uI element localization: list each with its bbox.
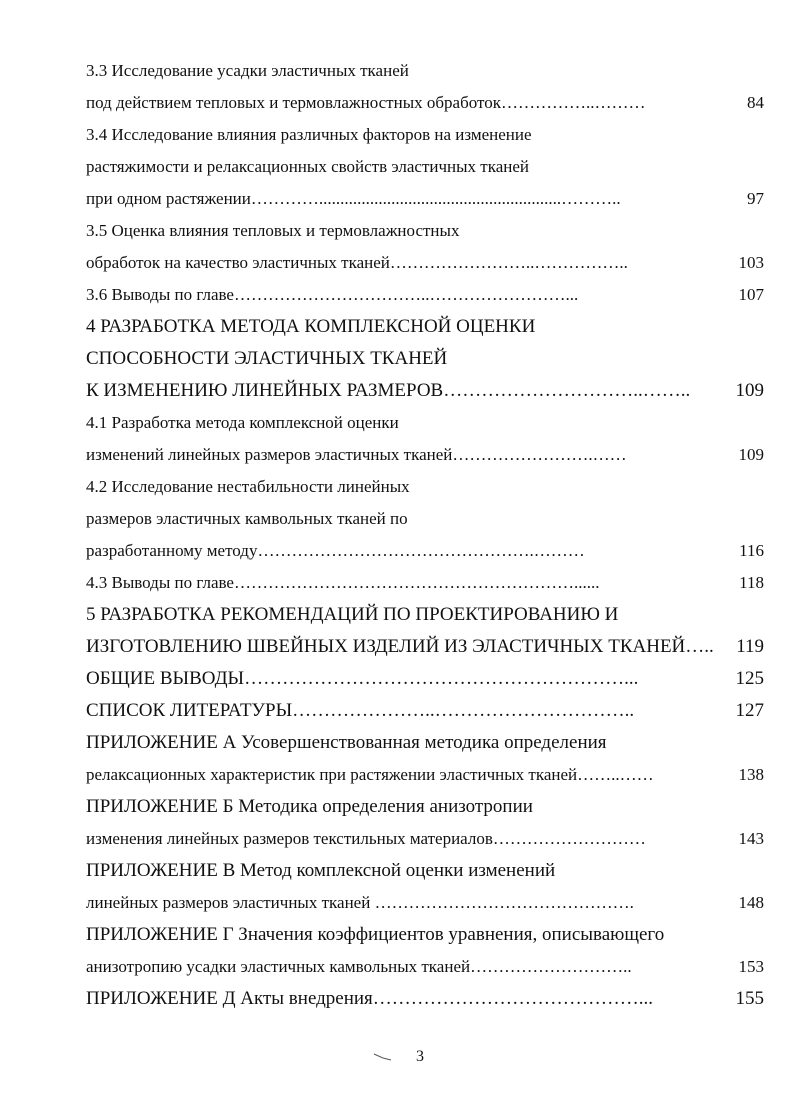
toc-entry-text: ПРИЛОЖЕНИЕ Д Акты внедрения……………………………………... bbox=[86, 988, 654, 1009]
toc-entry-page: 116 bbox=[739, 541, 764, 560]
toc-entry[interactable] bbox=[0, 314, 792, 340]
toc-entry[interactable] bbox=[0, 90, 792, 116]
toc-entry-text: 4.1 Разработка метода комплексной оценки bbox=[86, 413, 399, 432]
toc-entry-text: СПИСОК ЛИТЕРАТУРЫ…………………..………………………….. bbox=[86, 700, 635, 721]
toc-entry[interactable] bbox=[0, 58, 792, 84]
toc-entry-text: изменений линейных размеров эластичных тканей…………………….…… bbox=[86, 445, 627, 464]
toc-entry-page: 103 bbox=[738, 253, 764, 272]
toc-entry[interactable] bbox=[0, 506, 792, 532]
toc-entry-text: 4.2 Исследование нестабильности линейных bbox=[86, 477, 410, 496]
toc-entry-text: анизотропию усадки эластичных камвольных тканей……………………….. bbox=[86, 957, 632, 976]
toc-entry-page: 107 bbox=[738, 285, 764, 304]
toc-entry[interactable] bbox=[0, 698, 792, 724]
toc-entry-page: 84 bbox=[747, 93, 764, 112]
toc-entry[interactable] bbox=[0, 922, 792, 948]
toc-entry-text: ПРИЛОЖЕНИЕ Г Значения коэффициентов уравнения, описывающего bbox=[86, 924, 665, 945]
toc-entry[interactable] bbox=[0, 154, 792, 180]
toc-entry[interactable] bbox=[0, 538, 792, 564]
toc-entry-text: ПРИЛОЖЕНИЕ А Усовершенствованная методика определения bbox=[86, 732, 607, 753]
toc-entry-text: при одном растяжении………….........................................................……….. bbox=[86, 189, 621, 208]
toc-entry-text: 4 РАЗРАБОТКА МЕТОДА КОМПЛЕКСНОЙ ОЦЕНКИ bbox=[86, 316, 536, 337]
toc-entry-text: обработок на качество эластичных тканей……………………..…………….. bbox=[86, 253, 628, 272]
toc-entry-page: 125 bbox=[735, 668, 764, 689]
toc-entry[interactable] bbox=[0, 762, 792, 788]
toc-entry[interactable] bbox=[0, 890, 792, 916]
toc-entry[interactable] bbox=[0, 442, 792, 468]
toc-entry[interactable] bbox=[0, 218, 792, 244]
scan-mark bbox=[373, 1052, 393, 1062]
toc-entry-text: разработанному методу………………………………………….……… bbox=[86, 541, 585, 560]
toc-entry-text: 3.6 Выводы по главе……………………………..……………………... bbox=[86, 285, 579, 304]
toc-entry[interactable] bbox=[0, 282, 792, 308]
toc-entry-text: ОБЩИЕ ВЫВОДЫ……………………………………………………... bbox=[86, 668, 639, 689]
toc-entry[interactable] bbox=[0, 186, 792, 212]
toc-entry[interactable] bbox=[0, 954, 792, 980]
toc-entry[interactable] bbox=[0, 346, 792, 372]
toc-entry-text: СПОСОБНОСТИ ЭЛАСТИЧНЫХ ТКАНЕЙ bbox=[86, 348, 448, 369]
toc-entry[interactable] bbox=[0, 986, 792, 1012]
page-number: 3 bbox=[416, 1048, 424, 1065]
toc-entry-text: изменения линейных размеров текстильных материалов……………………… bbox=[86, 829, 646, 848]
toc-entry-page: 109 bbox=[735, 380, 764, 401]
toc-entry[interactable] bbox=[0, 122, 792, 148]
toc-entry[interactable] bbox=[0, 794, 792, 820]
toc-entry-text: релаксационных характеристик при растяжении эластичных тканей……..…… bbox=[86, 765, 654, 784]
toc-entry[interactable] bbox=[0, 250, 792, 276]
toc-entry[interactable] bbox=[0, 378, 792, 404]
toc-entry-text: К ИЗМЕНЕНИЮ ЛИНЕЙНЫХ РАЗМЕРОВ…………………………..…….. bbox=[86, 380, 691, 401]
toc-entry[interactable] bbox=[0, 634, 792, 660]
toc-entry[interactable] bbox=[0, 602, 792, 628]
toc-entry-text: ПРИЛОЖЕНИЕ Б Методика определения анизотропии bbox=[86, 796, 533, 817]
toc-entry-text: ПРИЛОЖЕНИЕ В Метод комплексной оценки изменений bbox=[86, 860, 556, 881]
toc-entry-page: 97 bbox=[747, 189, 764, 208]
toc-entry[interactable] bbox=[0, 410, 792, 436]
toc-entry-text: под действием тепловых и термовлажностных обработок……………..……… bbox=[86, 93, 646, 112]
toc-entry-page: 153 bbox=[738, 957, 764, 976]
toc-entry-text: линейных размеров эластичных тканей ………………………………………. bbox=[86, 893, 634, 912]
toc-entry-text: 4.3 Выводы по главе……………………………………………………...... bbox=[86, 573, 600, 592]
toc-entry-page: 118 bbox=[739, 573, 764, 592]
toc-entry-page: 143 bbox=[738, 829, 764, 848]
toc-entry-text: размеров эластичных камвольных тканей по bbox=[86, 509, 408, 528]
toc-entry[interactable] bbox=[0, 570, 792, 596]
toc-entry-text: 3.4 Исследование влияния различных факторов на изменение bbox=[86, 125, 532, 144]
toc-entry-page: 138 bbox=[738, 765, 764, 784]
toc-entry-page: 127 bbox=[735, 700, 764, 721]
toc-entry-page: 109 bbox=[738, 445, 764, 464]
toc-entry-text: 3.3 Исследование усадки эластичных тканей bbox=[86, 61, 409, 80]
toc-entry-text: растяжимости и релаксационных свойств эластичных тканей bbox=[86, 157, 530, 176]
toc-entry[interactable] bbox=[0, 826, 792, 852]
toc-entry[interactable] bbox=[0, 730, 792, 756]
toc-entry-page: 119 bbox=[736, 636, 764, 657]
toc-entry[interactable] bbox=[0, 858, 792, 884]
toc-entry[interactable] bbox=[0, 666, 792, 692]
toc-entry[interactable] bbox=[0, 474, 792, 500]
toc-entry-page: 148 bbox=[738, 893, 764, 912]
toc-entry-page: 155 bbox=[735, 988, 764, 1009]
toc-entry-text: ИЗГОТОВЛЕНИЮ ШВЕЙНЫХ ИЗДЕЛИЙ ИЗ ЭЛАСТИЧНЫХ ТКАНЕЙ….. bbox=[86, 636, 714, 657]
toc-entry-text: 5 РАЗРАБОТКА РЕКОМЕНДАЦИЙ ПО ПРОЕКТИРОВАНИЮ И bbox=[86, 604, 619, 625]
toc-entry-text: 3.5 Оценка влияния тепловых и термовлажностных bbox=[86, 221, 460, 240]
